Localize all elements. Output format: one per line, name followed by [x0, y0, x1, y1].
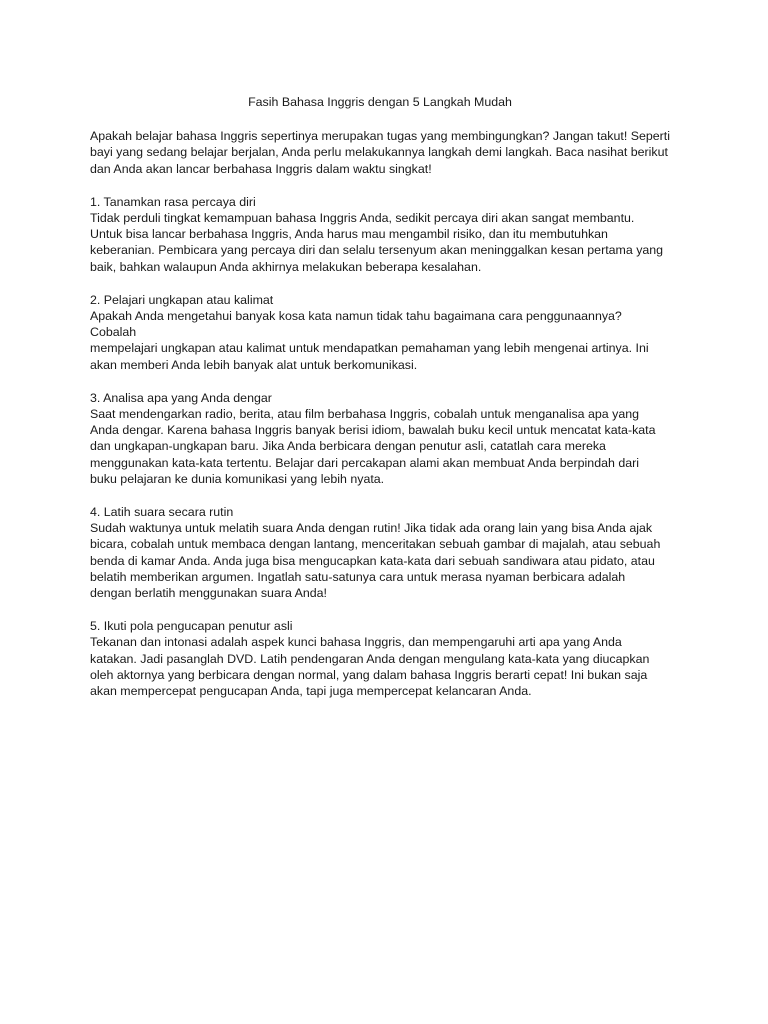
section-paragraph: Saat mendengarkan radio, berita, atau film berbahasa Inggris, cobalah untuk menganalisa apa yang Anda dengar. Karena bahasa Inggris banyak berisi idiom, bawalah buku kecil untuk mencatat kata-kata dan ungkapan-ungkapan baru. Jika Anda berbicara dengan penutur asli, catatlah cara mereka menggunakan kata-kata tertentu. Belajar dari percakapan alami akan membuat Anda berpindah dari buku pelajaran ke dunia komunikasi yang lebih nyata.: [90, 407, 656, 486]
document-body: [90, 94, 670, 716]
section-paragraph: Sudah waktunya untuk melatih suara Anda dengan rutin! Jika tidak ada orang lain yang bisa Anda ajak bicara, cobalah untuk membaca dengan lantang, menceritakan sebuah gambar di majalah, atau sebuah benda di kamar Anda. Anda juga bisa mengucapkan kata-kata dari sebuah sandiwara atau pidato, atau belatih memberikan argumen. Ingatlah satu-satunya cara untuk merasa nyaman berbicara adalah dengan berlatih menggunakan suara Anda!: [90, 521, 661, 601]
document-title: Fasih Bahasa Inggris dengan 5 Langkah Mudah: [248, 95, 512, 109]
section-heading: 4. Latih suara secara rutin: [90, 505, 234, 520]
section-3: [90, 390, 670, 487]
section-2: [90, 292, 670, 373]
section-heading: 1. Tanamkan rasa percaya diri: [90, 194, 256, 209]
section-heading: 3. Analisa apa yang Anda dengar: [90, 390, 272, 405]
section-4: [90, 504, 670, 601]
section-paragraph: Apakah Anda mengetahui banyak kosa kata namun tidak tahu bagaimana cara penggunaannya? Cobalah mempelajari ungkapan atau kalimat untuk mendapatkan pemahaman yang lebih mengenai artinya. Ini akan memberi Anda lebih banyak alat untuk berkomunikasi.: [90, 309, 649, 372]
intro-paragraph: Apakah belajar bahasa Inggris sepertinya merupakan tugas yang membingungkan? Jangan takut! Seperti bayi yang sedang belajar berjalan, Anda perlu melakukannya langkah demi langkah. Baca nasihat berikut dan Anda akan lancar berbahasa Inggris dalam waktu singkat!: [90, 129, 670, 176]
section-5: [90, 618, 670, 699]
section-1: [90, 194, 670, 275]
section-heading: 5. Ikuti pola pengucapan penutur asli: [90, 619, 293, 634]
section-paragraph: Tekanan dan intonasi adalah aspek kunci bahasa Inggris, dan mempengaruhi arti apa yang Anda katakan. Jadi pasanglah DVD. Latih pendengaran Anda dengan mengulang kata-kata yang diucapkan oleh aktornya yang berbicara dengan normal, yang dalam bahasa Inggris berarti cepat! Ini bukan saja akan mempercepat pengucapan Anda, tapi juga mempercepat kelancaran Anda.: [90, 635, 650, 699]
section-heading: 2. Pelajari ungkapan atau kalimat: [90, 292, 274, 307]
section-paragraph: Tidak perduli tingkat kemampuan bahasa Inggris Anda, sedikit percaya diri akan sangat membantu. Untuk bisa lancar berbahasa Inggris, Anda harus mau mengambil risiko, dan itu membutuhkan keberanian. Pembicara yang percaya diri dan selalu tersenyum akan meninggalkan kesan pertama yang baik, bahkan walaupun Anda akhirnya melakukan beberapa kesalahan.: [90, 211, 664, 274]
